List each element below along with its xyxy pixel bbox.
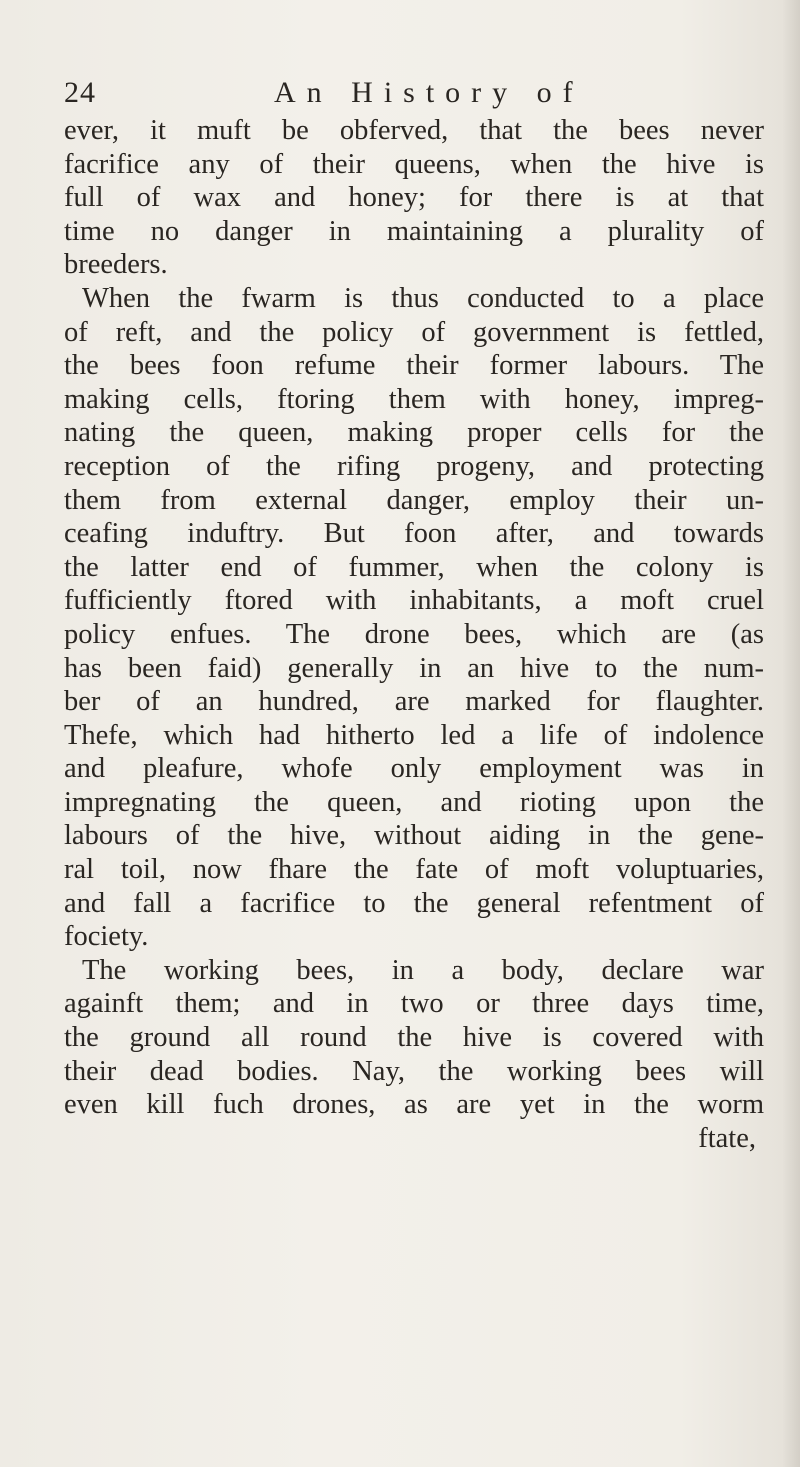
text-line: has been faid) generally in an hive to the num-: [64, 652, 764, 684]
text-line: even kill fuch drones, as are yet in the worm: [64, 1089, 764, 1121]
text-line: impregnating the queen, and rioting upon the: [64, 786, 764, 818]
text-line: ral toil, now fhare the fate of moft voluptuaries,: [64, 854, 764, 886]
page-number: 24: [64, 76, 96, 109]
running-title: An History of: [274, 76, 584, 109]
text-line: breeders.: [64, 249, 168, 281]
text-line: nating the queen, making proper cells for the: [64, 417, 764, 449]
text-line: fociety.: [64, 921, 149, 953]
text-line: fufficiently ftored with inhabitants, a moft cruel: [64, 585, 764, 617]
text-line: reception of the rifing progeny, and protecting: [64, 450, 764, 482]
text-line: ceafing induftry. But foon after, and towards: [64, 518, 764, 550]
text-line: policy enfues. The drone bees, which are (as: [64, 618, 764, 650]
text-line: the bees foon refume their former labours. The: [64, 350, 764, 382]
text-line: full of wax and honey; for there is at that: [64, 182, 764, 214]
text-line: and pleafure, whofe only employment was in: [64, 753, 764, 785]
text-line: time no danger in maintaining a plurality of: [64, 215, 764, 247]
text-line: facrifice any of their queens, when the hive is: [64, 148, 764, 180]
text-line: making cells, ftoring them with honey, impreg-: [64, 383, 764, 415]
text-line: the ground all round the hive is covered with: [64, 1022, 764, 1054]
text-line: the latter end of fummer, when the colony is: [64, 551, 764, 583]
text-line: and fall a facrifice to the general refentment of: [64, 887, 764, 919]
page-header: [64, 76, 764, 116]
page-edge-shadow: [782, 0, 800, 1467]
text-line: of reft, and the policy of government is fettled,: [64, 316, 764, 348]
catchword: ftate,: [698, 1122, 756, 1154]
text-line: them from external danger, employ their un-: [64, 484, 764, 516]
paragraph-start-line: The working bees, in a body, declare war: [82, 954, 764, 986]
text-line: ever, it muft be obferved, that the bees never: [64, 115, 764, 146]
text-line: againft them; and in two or three days time,: [64, 988, 764, 1020]
body-text: [64, 114, 764, 1155]
text-line: labours of the hive, without aiding in the gene-: [64, 820, 764, 852]
paragraph-start-line: When the fwarm is thus conducted to a place: [82, 282, 764, 314]
text-line: ber of an hundred, are marked for flaughter.: [64, 686, 764, 718]
text-line: their dead bodies. Nay, the working bees will: [64, 1055, 764, 1087]
text-line: Thefe, which had hitherto led a life of indolence: [64, 719, 764, 751]
